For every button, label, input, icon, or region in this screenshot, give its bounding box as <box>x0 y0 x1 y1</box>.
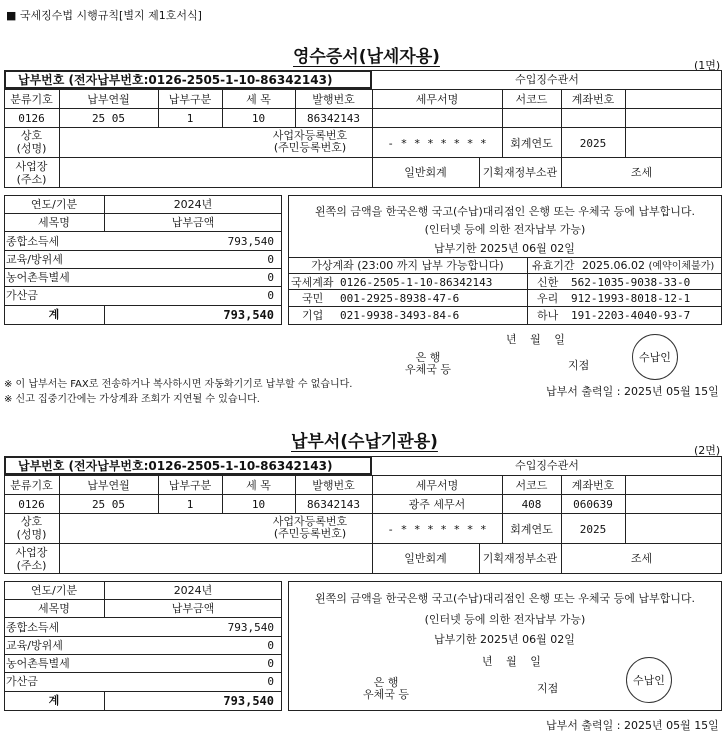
col-issue-number: 발행번호 <box>312 479 355 492</box>
virtual-account-label: 가상계좌 (23:00 까지 납부 가능합니다) <box>311 259 504 272</box>
bizno-label: 사업자등록번호 (주민등록번호) <box>272 129 348 154</box>
general-account: 일반회계 <box>404 552 447 565</box>
due-date: 납부기한 2025년 06월 02일 <box>434 242 575 255</box>
print-date: 납부서 출력일 : 2025년 05월 15일 <box>546 385 719 398</box>
ministry: 기획재정부소관 <box>482 552 558 565</box>
general-account: 일반회계 <box>404 166 447 179</box>
total-amount: 793,540 <box>223 308 274 322</box>
notice-line-1: 왼쪽의 금액을 한국은행 국고(수납)대리점인 은행 또는 우체국 등에 납부합니다. <box>314 205 696 218</box>
val-payment-type: 1 <box>186 498 194 511</box>
revenue-office-label: 수입징수관서 <box>515 459 579 472</box>
item-header: 세목명 <box>38 602 70 615</box>
item-amount: 0 <box>267 289 274 302</box>
total-amount: 793,540 <box>223 694 274 708</box>
col-office-code: 서코드 <box>515 93 548 106</box>
col-payment-type: 납부구분 <box>168 93 212 106</box>
name-label: 상호 (성명) <box>16 515 47 541</box>
item-name: 가산금 <box>6 289 38 302</box>
revenue-office-label: 수입징수관서 <box>515 73 579 86</box>
val-issue-number: 86342143 <box>307 498 360 511</box>
page-indicator: (1면) <box>694 59 721 72</box>
account-bank: 우리 <box>537 292 559 305</box>
address-label: 사업장 (주소) <box>15 546 48 572</box>
fiscal-year-label: 회계연도 <box>510 523 553 536</box>
item-name: 농어촌특별세 <box>6 657 70 670</box>
account-number: 912-1993-8018-12-1 <box>571 292 691 305</box>
date-ymd: 년 월 일 <box>482 655 541 668</box>
fiscal-year-label: 회계연도 <box>510 137 553 150</box>
account-number: 191-2203-4040-93-7 <box>571 309 691 322</box>
amount-header: 납부금액 <box>171 216 215 229</box>
col-classification: 분류기호 <box>10 479 53 492</box>
fiscal-year-value: 2025 <box>579 137 607 150</box>
fiscal-year-value: 2025 <box>579 523 607 536</box>
payment-number: 납부번호 (전자납부번호:0126-2505-1-10-86342143) <box>18 73 333 87</box>
col-tax-office: 세무서명 <box>415 93 459 106</box>
col-payment-month: 납부연월 <box>87 479 130 492</box>
account-number: 0126-2505-1-10-86342143 <box>340 276 493 289</box>
footnote-fax: ※ 이 납부서는 FAX로 전송하거나 복사하시면 자동화기기로 납부할 수 없습니다. <box>4 379 353 390</box>
val-classification: 0126 <box>18 112 45 125</box>
page-indicator: (2면) <box>694 444 721 457</box>
amount-header: 납부금액 <box>171 602 215 615</box>
notice-line-2: (인터넷 등에 의한 전자납부 가능) <box>424 223 586 236</box>
col-tax-item: 세 목 <box>246 93 271 106</box>
total-label: 계 <box>48 694 60 707</box>
account-bank: 국세계좌 <box>291 276 334 289</box>
val-payment-month: 25 05 <box>91 112 126 125</box>
bank-post-label: 은 행 우체국 등 <box>404 351 451 376</box>
item-amount: 0 <box>267 639 274 652</box>
bizno-value: - * * * * * * * <box>387 137 487 150</box>
col-payment-type: 납부구분 <box>168 479 212 492</box>
bank-post-label: 은 행 우체국 등 <box>362 676 409 701</box>
footnote-delay: ※ 신고 집중기간에는 가상계좌 조회가 지연될 수 있습니다. <box>4 394 260 405</box>
square-icon: ■ <box>6 9 17 22</box>
print-date: 납부서 출력일 : 2025년 05월 15일 <box>546 719 719 732</box>
col-account-number: 계좌번호 <box>571 93 615 106</box>
item-amount: 0 <box>267 657 274 670</box>
col-tax-office: 세무서명 <box>415 479 459 492</box>
tax-kind: 조세 <box>630 552 653 565</box>
address-label: 사업장 (주소) <box>15 160 48 186</box>
account-bank: 신한 <box>537 276 559 289</box>
item-name: 종합소득세 <box>6 621 60 634</box>
col-account-number: 계좌번호 <box>571 479 615 492</box>
slip-title: 납부서(수납기관용) <box>291 432 438 452</box>
account-number: 562-1035-9038-33-0 <box>571 276 691 289</box>
item-header: 세목명 <box>38 216 70 229</box>
val-tax-office: 광주 세무서 <box>408 498 466 511</box>
notice-line-2: (인터넷 등에 의한 전자납부 가능) <box>424 613 586 626</box>
date-ymd: 년 월 일 <box>506 333 565 346</box>
item-amount: 0 <box>267 271 274 284</box>
bizno-label: 사업자등록번호 (주민등록번호) <box>272 515 348 540</box>
item-name: 농어촌특별세 <box>6 271 70 284</box>
total-label: 계 <box>48 308 60 321</box>
col-classification: 분류기호 <box>10 93 53 106</box>
col-tax-item: 세 목 <box>246 479 271 492</box>
branch-label: 지점 <box>537 682 559 695</box>
item-amount: 793,540 <box>227 621 274 634</box>
item-name: 가산금 <box>6 675 38 688</box>
account-number: 001-2925-8938-47-6 <box>340 292 460 305</box>
val-tax-item: 10 <box>251 498 266 511</box>
val-classification: 0126 <box>18 498 45 511</box>
tax-kind: 조세 <box>630 166 653 179</box>
item-amount: 0 <box>267 253 274 266</box>
val-tax-item: 10 <box>251 112 266 125</box>
val-payment-month: 25 05 <box>91 498 126 511</box>
year-value: 2024년 <box>173 584 213 597</box>
col-issue-number: 발행번호 <box>312 93 355 106</box>
account-number: 021-9938-3493-84-6 <box>340 309 460 322</box>
form-label: ■ 국세징수법 시행규칙[별지 제1호서식] <box>6 9 202 22</box>
bizno-value: - * * * * * * * <box>387 523 487 536</box>
val-account-number: 060639 <box>573 498 613 511</box>
account-bank: 하나 <box>537 309 559 322</box>
name-label: 상호 (성명) <box>16 129 47 155</box>
item-name: 교육/방위세 <box>6 253 63 266</box>
item-amount: 0 <box>267 675 274 688</box>
due-date: 납부기한 2025년 06월 02일 <box>434 633 575 646</box>
account-bank: 기업 <box>302 309 324 322</box>
receipt-title: 영수증서(납세자용) <box>293 47 440 67</box>
val-issue-number: 86342143 <box>307 112 360 125</box>
payment-stamp: 수납인 <box>632 334 678 380</box>
val-payment-type: 1 <box>186 112 194 125</box>
year-label: 연도/기분 <box>30 584 78 597</box>
ministry: 기획재정부소관 <box>482 166 558 179</box>
branch-label: 지점 <box>568 359 590 372</box>
year-value: 2024년 <box>173 198 213 211</box>
year-label: 연도/기분 <box>30 198 78 211</box>
col-office-code: 서코드 <box>515 479 548 492</box>
val-office-code: 408 <box>521 498 542 511</box>
payment-stamp: 수납인 <box>626 657 672 703</box>
item-name: 종합소득세 <box>6 235 60 248</box>
item-name: 교육/방위세 <box>6 639 63 652</box>
notice-line-1: 왼쪽의 금액을 한국은행 국고(수납)대리점인 은행 또는 우체국 등에 납부합니다. <box>314 592 696 605</box>
item-amount: 793,540 <box>227 235 274 248</box>
valid-period: 유효기간 2025.06.02 (예약이체불가) <box>532 259 715 272</box>
account-bank: 국민 <box>302 292 324 305</box>
col-payment-month: 납부연월 <box>87 93 130 106</box>
payment-number: 납부번호 (전자납부번호:0126-2505-1-10-86342143) <box>18 459 333 473</box>
